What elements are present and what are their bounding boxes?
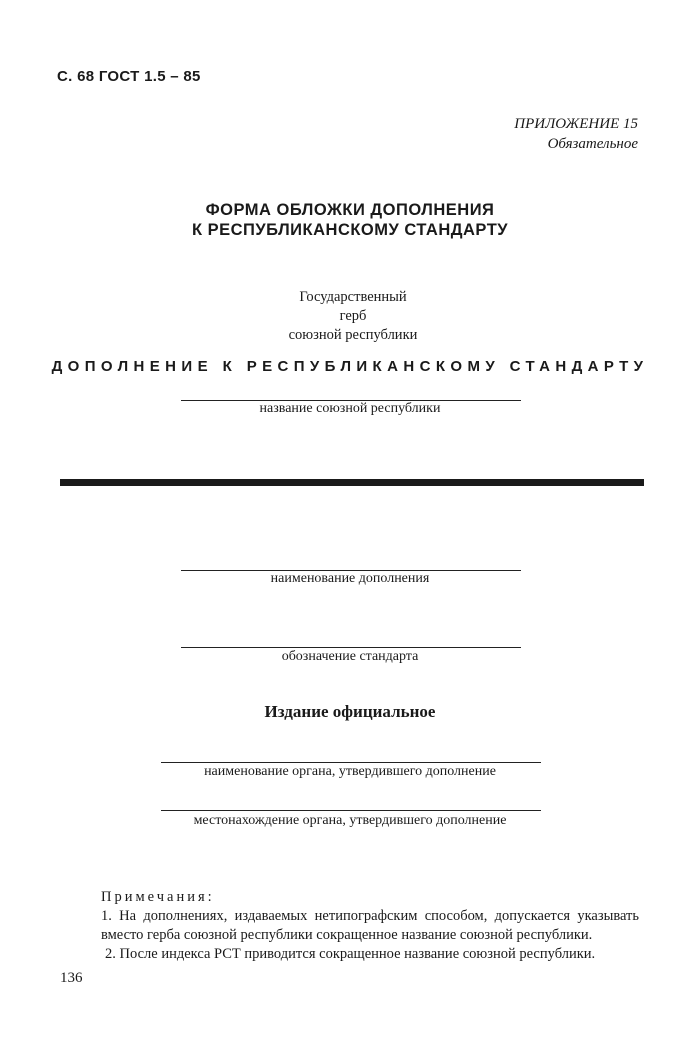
supplement-name-caption: наименование дополнения xyxy=(270,571,430,586)
emblem-placeholder xyxy=(0,288,700,345)
appendix-label xyxy=(514,114,638,154)
approving-body-name-caption: наименование органа, утвердившего дополнение xyxy=(204,764,496,779)
divider-bar xyxy=(60,479,644,486)
appendix-status: Обязательное xyxy=(547,136,638,152)
notes-title: Примечания: xyxy=(101,889,215,905)
supplement-heading: ДОПОЛНЕНИЕ К РЕСПУБЛИКАНСКОМУ СТАНДАРТУ xyxy=(51,358,649,375)
appendix-number: ПРИЛОЖЕНИЕ 15 xyxy=(514,116,638,132)
form-title-line-1: ФОРМА ОБЛОЖКИ ДОПОЛНЕНИЯ xyxy=(205,201,495,219)
note-2: 2. После индекса РСТ приводится сокращенное название союзной республики. xyxy=(105,946,596,962)
emblem-line-1: Государственный xyxy=(299,289,407,305)
page-number: 136 xyxy=(60,970,83,986)
emblem-line-2: герб xyxy=(339,308,367,324)
official-edition: Издание официальное xyxy=(264,702,436,721)
standard-designation-caption: обозначение стандарта xyxy=(281,649,419,664)
approving-body-location-caption: местонахождение органа, утвердившего дополнение xyxy=(193,813,507,828)
approving-body-name-line xyxy=(161,762,541,763)
approving-body-location-line xyxy=(161,810,541,811)
emblem-line-3: союзной республики xyxy=(288,327,418,343)
page-header-code: С. 68 ГОСТ 1.5 – 85 xyxy=(57,68,201,85)
notes xyxy=(101,888,639,964)
form-title-line-2: К РЕСПУБЛИКАНСКОМУ СТАНДАРТУ xyxy=(191,221,509,239)
form-title xyxy=(0,200,700,240)
note-1: 1. На дополнениях, издаваемых нетипографским способом, допускается указывать вместо герба союзной республики сокращенное название союзной республики. xyxy=(101,908,639,943)
republic-name-caption: название союзной республики xyxy=(259,401,441,416)
standard-designation-line xyxy=(181,647,521,648)
